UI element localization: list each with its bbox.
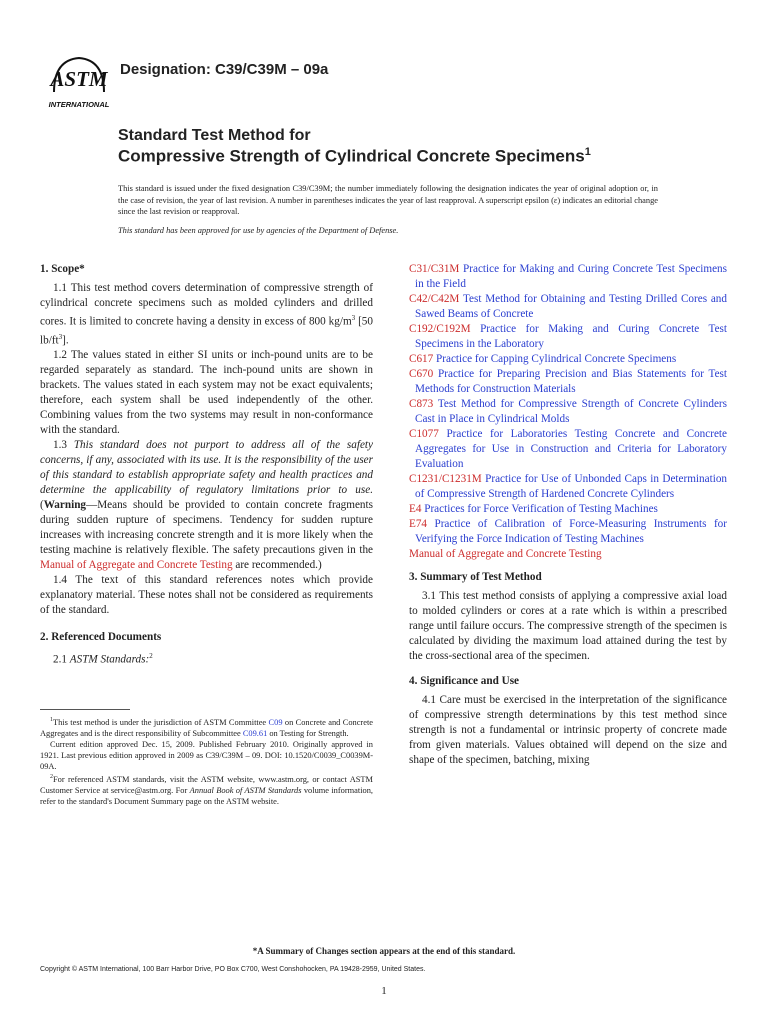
standard-code-link[interactable]: C192/C192M xyxy=(409,323,471,335)
copyright: Copyright © ASTM International, 100 Barr Harbor Drive, PO Box C700, West Conshohocken, PA 19428-2959, United States. xyxy=(40,966,426,973)
logo-text: ASTM xyxy=(50,67,108,91)
manual-link[interactable]: Manual of Aggregate and Concrete Testing xyxy=(40,559,233,572)
footnote-1: $^1$This test method is under the jurisdiction of ASTM Committee C09 on Concrete and Concrete Aggregates and is the direct responsibility of Subcommittee C09.61 on Testing for Strength. xyxy=(40,717,373,738)
left-column xyxy=(40,262,373,668)
astm-standards-label: 2.1 ASTM Standards:$^2$ xyxy=(53,652,153,667)
standard-code-link[interactable]: C1077 xyxy=(409,428,439,440)
dod-notice: This standard has been approved for use by agencies of the Department of Defense. xyxy=(118,226,399,235)
standard-title-link[interactable]: Test Method for Obtaining and Testing Drilled Cores and Sawed Beams of Concrete xyxy=(415,293,727,320)
referenced-standard-item[interactable] xyxy=(409,517,727,547)
standard-title-link[interactable]: Practice for Making and Curing Concrete Test Specimens in the Laboratory xyxy=(415,323,727,350)
footnote-divider xyxy=(40,709,130,710)
astm-logo xyxy=(46,52,112,110)
footnote-2: $^2$For referenced ASTM standards, visit the ASTM website, www.astm.org, or contact ASTM Customer Service at service@astm.org. For Annual Book of ASTM Standards volume information, refer to the standard's Document Summary page on the ASTM website. xyxy=(40,773,373,806)
referenced-standard-item[interactable] xyxy=(409,472,727,502)
referenced-standard-item[interactable] xyxy=(409,502,727,517)
standard-title-link[interactable]: Practice for Preparing Precision and Bias Statements for Test Methods for Construction Materials xyxy=(415,368,727,395)
standard-title-link[interactable]: Practices for Force Verification of Testing Machines xyxy=(424,503,658,515)
standard-code-link[interactable]: E74 xyxy=(409,518,428,530)
designation: Designation: C39/C39M – 09a xyxy=(120,61,329,78)
significance-4-1: 4.1 Care must be exercised in the interpretation of the significance of compressive strength determinations by this test method since strength is not a fundamental or intrinsic property of concrete made from given materials. Values obtained will depend on the size and shape of the specimen, batching, mixing xyxy=(409,694,727,766)
standard-code-link[interactable]: C42/C42M xyxy=(409,293,460,305)
standard-title-link[interactable]: Practice for Use of Unbonded Caps in Determination of Compressive Strength of Hardened Concrete Cylinders xyxy=(415,473,728,500)
standard-title-link[interactable]: Practice of Calibration of Force-Measuring Instruments for Verifying the Force Indication of Testing Machines xyxy=(415,518,727,545)
logo-subtext: INTERNATIONAL xyxy=(48,100,110,109)
referenced-standard-item[interactable] xyxy=(409,427,727,472)
committee-link[interactable]: C09 xyxy=(268,717,283,727)
standard-title-link[interactable]: Test Method for Compressive Strength of Concrete Cylinders Cast in Place in Cylindrical Molds xyxy=(415,398,727,425)
summary-3-1: 3.1 This test method consists of applying a compressive axial load to molded cylinders or cores at a rate which is within a prescribed range until failure occurs. The compressive strength of the specimen is calculated by dividing the maximum load attained during the test by the cross-sectional area of the specimen. xyxy=(409,590,727,662)
scope-1-1: 1.1 This test method covers determination of compressive strength of cylindrical concrete specimens such as molded cylinders and drilled cores. It is limited to concrete having a density in excess of 800 $kg/m^3$ [50 $lb/ft^3$]. xyxy=(40,282,373,347)
title-text: Compressive Strength of Cylindrical Concrete Specimens xyxy=(118,146,585,166)
standard-code-link[interactable]: C670 xyxy=(409,368,434,380)
standard-code-link[interactable]: C31/C31M xyxy=(409,263,460,275)
page-number: 1 xyxy=(381,985,387,997)
summary-heading: 3. Summary of Test Method xyxy=(409,571,542,583)
issued-notice: This standard is issued under the fixed designation C39/C39M; the number immediately following the designation indicates the year of original adoption or, in the case of revision, the year of last revision. A number in parentheses indicates the year of last reapproval. A superscript epsilon (ε) indicates an editorial change since the last revision or reapproval. xyxy=(118,184,658,216)
right-column xyxy=(409,262,727,768)
footnote-1-edition: Current edition approved Dec. 15, 2009. Published February 2010. Originally approved in 1921. Last previous edition approved in 2009 as C39/C39M – 09. DOI: 10.1520/C0039_C0039M-09A. xyxy=(40,739,373,771)
referenced-standards-list xyxy=(409,262,727,547)
referenced-standard-item[interactable] xyxy=(409,322,727,352)
referenced-heading: 2. Referenced Documents xyxy=(40,631,162,644)
referenced-standard-item[interactable] xyxy=(409,367,727,397)
standard-title-link[interactable]: Practice for Capping Cylindrical Concrete Specimens xyxy=(436,353,677,365)
footnotes xyxy=(40,715,373,807)
standard-code-link[interactable]: C873 xyxy=(409,398,434,410)
referenced-standard-item[interactable] xyxy=(409,352,727,367)
referenced-standard-item[interactable] xyxy=(409,292,727,322)
standard-code-link[interactable]: C617 xyxy=(409,353,434,365)
referenced-standard-item[interactable] xyxy=(409,397,727,427)
scope-1-4: 1.4 The text of this standard references notes which provide explanatory material. These notes shall not be considered as requirements of the standard. xyxy=(40,574,373,617)
standard-code-link[interactable]: C1231/C1231M xyxy=(409,473,482,485)
standard-code-link[interactable]: E4 xyxy=(409,503,422,515)
title-line-2 xyxy=(118,146,591,167)
title-line-1: Standard Test Method for xyxy=(118,127,311,144)
standard-title-link[interactable]: Practice for Laboratories Testing Concrete and Concrete Aggregates for Use in Construction and Criteria for Laboratory Evaluation xyxy=(415,428,728,470)
standard-title-link[interactable]: Practice for Making and Curing Concrete Test Specimens in the Field xyxy=(415,263,728,290)
title-footnote-mark: 1 xyxy=(584,146,591,158)
scope-heading: 1. Scope* xyxy=(40,263,85,275)
referenced-standard-item[interactable] xyxy=(409,262,727,292)
significance-heading: 4. Significance and Use xyxy=(409,675,520,687)
summary-of-changes-note: *A Summary of Changes section appears at the end of this standard. xyxy=(252,946,516,956)
subcommittee-link[interactable]: C09.61 xyxy=(242,728,268,738)
scope-1-3: 1.3 This standard does not purport to address all of the safety concerns, if any, associated with its use. It is the responsibility of the user of this standard to establish appropriate safety and health practices and determine the applicability of regulatory limitations prior to use. (Warning—Means should be provided to contain concrete fragments during sudden rupture of specimens. Tendency for sudden rupture increases with increasing concrete strength and it is more likely when the testing machine is relatively flexible. The safety precautions given in the Manual of Aggregate and Concrete Testing are recommended.) xyxy=(40,439,374,572)
manual-reference[interactable]: Manual of Aggregate and Concrete Testing xyxy=(409,548,602,560)
scope-1-2: 1.2 The values stated in either SI units or inch-pound units are to be regarded separately as standard. The inch-pound units are shown in brackets. The values stated in each system may not be exact equivalents; therefore, each system shall be used independently of the other. Combining values from the two systems may result in non-conformance with the standard. xyxy=(40,349,373,437)
